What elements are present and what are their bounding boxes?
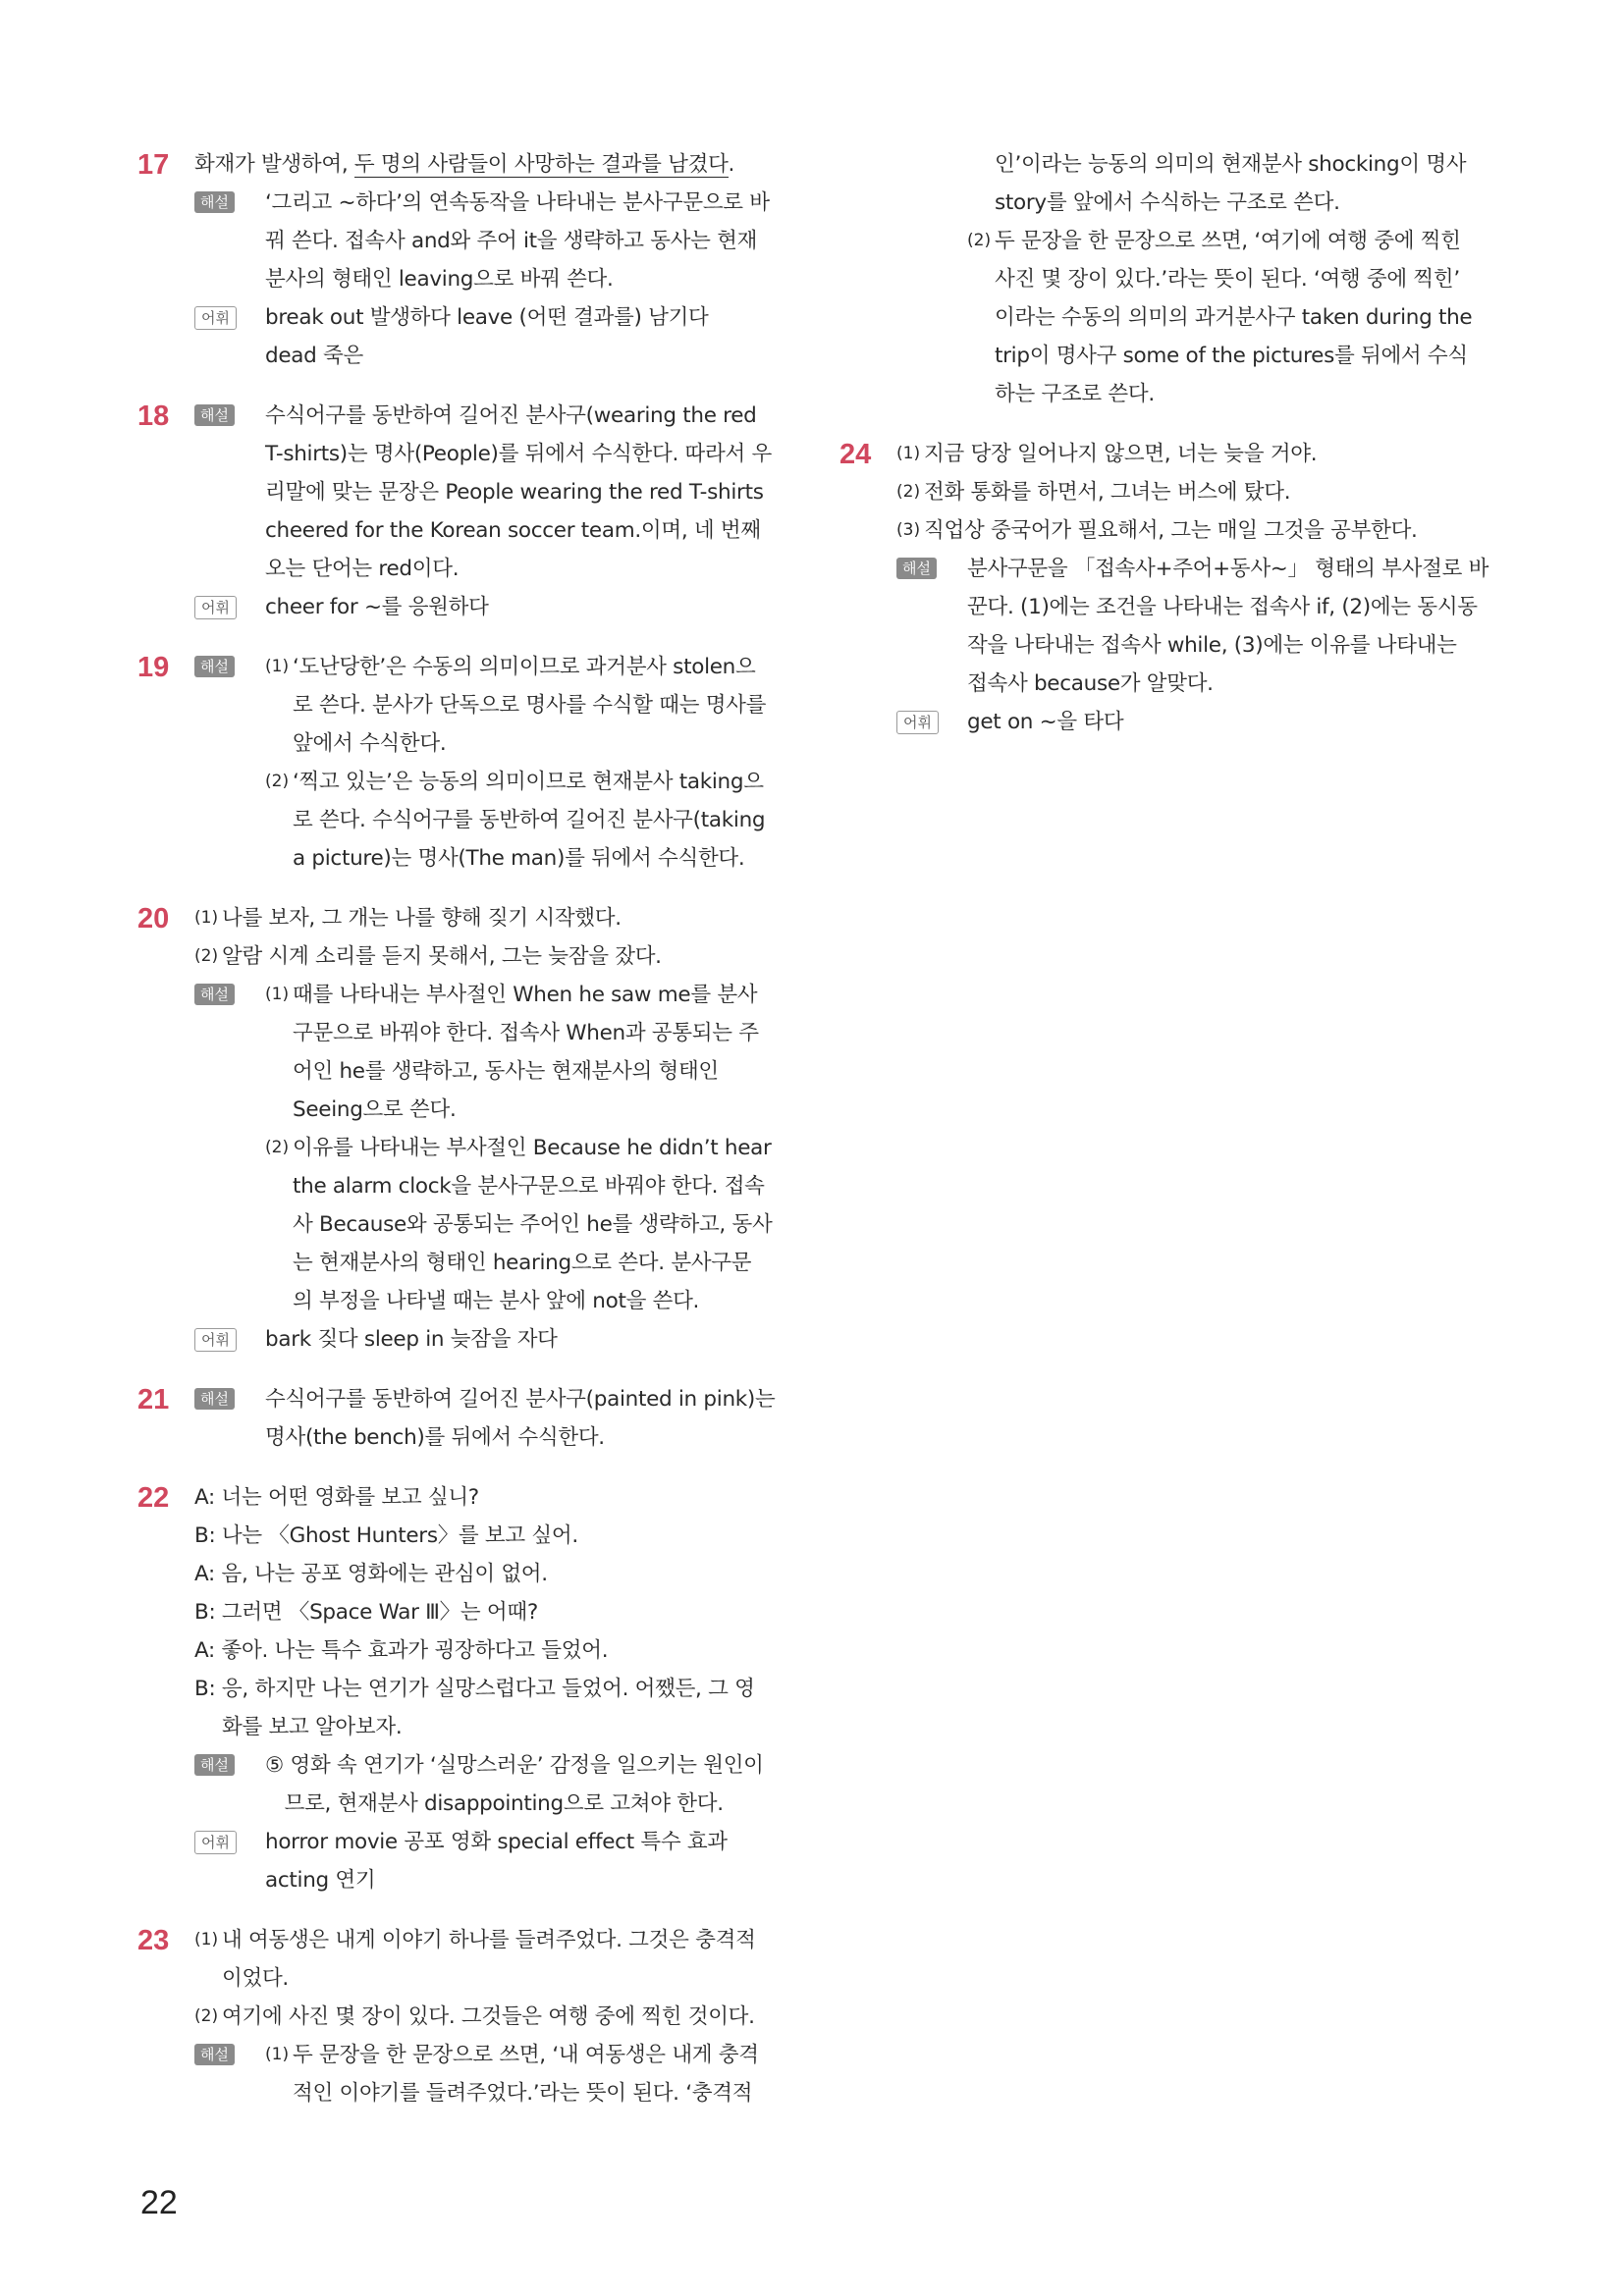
- solution-item-2: [265, 763, 781, 878]
- item-number: (2): [194, 2006, 219, 2026]
- solution-line: 꿔 쓴다. 접속사 and와 주어 it을 생략하고 동사는 현재: [265, 229, 758, 253]
- answer-line: 나를 보자, 그 개는 나를 향해 짖기 시작했다.: [222, 906, 622, 931]
- item-number: (2): [194, 946, 219, 966]
- question-number: 18: [137, 400, 170, 432]
- solution-line: 리말에 맞는 문장은 People wearing the red T-shirts: [265, 480, 764, 505]
- item-number: (1): [265, 657, 290, 676]
- solution-line: 오는 단어는 red이다.: [265, 557, 460, 581]
- vocab-tag: 어휘: [896, 711, 939, 734]
- solution-line: 두 문장을 한 문장으로 쓰면, ‘내 여동생은 내게 충격: [293, 2043, 759, 2067]
- solution-line: cheered for the Korean soccer team.이며, 네 번째: [265, 518, 761, 543]
- solution-tag: 해설: [194, 656, 235, 677]
- item-number: (1): [194, 1930, 219, 1949]
- solution-item-2: [265, 1129, 781, 1320]
- solution-line: 하는 구조로 쓴다.: [995, 382, 1155, 406]
- question-number: 17: [137, 149, 170, 181]
- solution-line: ‘도난당한’은 수동의 의미이므로 과거분사 stolen으: [293, 655, 756, 679]
- vocab-line: dead 죽은: [265, 344, 363, 368]
- solution-item-1: [265, 976, 781, 1129]
- solution-line: 분사구문을 「접속사+주어+동사~」 형태의 부사절로 바: [967, 557, 1489, 581]
- dialog-line: B: 응, 하지만 나는 연기가 실망스럽다고 들었어. 어쨌든, 그 영: [194, 1677, 755, 1701]
- solution-line: 때를 나타내는 부사절인 When he saw me를 분사: [293, 983, 758, 1007]
- answer-item-2: [194, 937, 781, 976]
- question-number: 22: [137, 1482, 170, 1514]
- solution-line: 로 쓴다. 수식어구를 동반하여 길어진 분사구(taking: [293, 808, 766, 832]
- item-number: (2): [265, 772, 290, 791]
- solution-line: story를 앞에서 수식하는 구조로 쓴다.: [995, 190, 1340, 215]
- solution-line: 인’이라는 능동의 의미의 현재분사 shocking이 명사: [995, 152, 1467, 177]
- solution-line: 의 부정을 나타낼 때는 분사 앞에 not을 쓴다.: [293, 1289, 700, 1313]
- solution-item-2: [967, 222, 1483, 413]
- solution-line: 므로, 현재분사 disappointing으로 고쳐야 한다.: [265, 1791, 724, 1816]
- question-24: [839, 435, 1489, 741]
- solution-line: 분사의 형태인 leaving으로 바꿔 쓴다.: [265, 267, 614, 292]
- solution-line: 앞에서 수식한다.: [293, 731, 447, 756]
- vocab-line: horror movie 공포 영화 special effect 특수 효과: [265, 1830, 728, 1854]
- solution-line: 작을 나타내는 접속사 while, (3)에는 이유를 나타내는: [967, 633, 1457, 658]
- question-number: 20: [137, 903, 170, 934]
- question-23-continued: [839, 145, 1483, 413]
- solution-line: ‘그리고 ~하다’의 연속동작을 나타내는 분사구문으로 바: [265, 190, 770, 215]
- answer-line: [194, 145, 781, 184]
- solution-tag: 해설: [194, 404, 235, 426]
- vocab-block: [194, 298, 781, 375]
- solution-line: T-shirts)는 명사(People)를 뒤에서 수식한다. 따라서 우: [265, 442, 772, 466]
- answer-item-1: [194, 1921, 781, 1998]
- answer-line: 지금 당장 일어나지 않으면, 너는 늦을 거야.: [924, 442, 1318, 466]
- solution-line: ‘찍고 있는’은 능동의 의미이므로 현재분사 taking으: [293, 770, 764, 794]
- solution-block: [194, 976, 781, 1320]
- solution-line: trip이 명사구 some of the pictures를 뒤에서 수식: [995, 344, 1468, 368]
- item-number: (1): [194, 908, 219, 928]
- solution-line: ⑤ 영화 속 연기가 ‘실망스러운’ 감정을 일으키는 원인이: [265, 1753, 764, 1778]
- vocab-line: acting 연기: [265, 1868, 376, 1893]
- answer-item-1: [896, 435, 1483, 473]
- vocab-tag: 어휘: [194, 1831, 237, 1854]
- solution-block: [194, 648, 781, 878]
- solution-line: 접속사 because가 알맞다.: [967, 671, 1214, 696]
- answer-item-1: [194, 899, 781, 937]
- solution-tag: 해설: [194, 1388, 235, 1410]
- solution-line: 수식어구를 동반하여 길어진 분사구(painted in pink)는: [265, 1387, 776, 1412]
- dialog-line: A: 좋아. 나는 특수 효과가 굉장하다고 들었어.: [194, 1638, 609, 1663]
- question-number: 23: [137, 1925, 170, 1956]
- vocab-line: cheer for ~를 응원하다: [265, 595, 489, 619]
- solution-block: [194, 397, 781, 588]
- solution-block: [194, 184, 781, 298]
- answer-item-2: [194, 1998, 781, 2036]
- solution-tag: 해설: [194, 2044, 235, 2065]
- question-19: [137, 648, 781, 878]
- vocab-line: get on ~을 타다: [967, 710, 1124, 734]
- solution-line: 사 Because와 공통되는 주어인 he를 생략하고, 동사: [293, 1212, 773, 1237]
- question-22: [137, 1478, 781, 1899]
- vocab-block: [194, 1320, 781, 1359]
- solution-item-1-continued: [967, 145, 1483, 222]
- answer-line: 알람 시계 소리를 듣지 못해서, 그는 늦잠을 잤다.: [222, 944, 662, 969]
- solution-line: 이유를 나타내는 부사절인 Because he didn’t hear: [293, 1136, 772, 1160]
- solution-tag: 해설: [194, 1754, 235, 1776]
- solution-line: a picture)는 명사(The man)를 뒤에서 수식한다.: [293, 846, 745, 871]
- vocab-line: break out 발생하다 leave (어떤 결과를) 남기다: [265, 305, 709, 330]
- question-number: 21: [137, 1384, 170, 1415]
- vocab-block: [194, 588, 781, 626]
- dialog-line: B: 그러면 〈Space War Ⅲ〉는 어때?: [194, 1600, 538, 1625]
- vocab-block: [896, 703, 1483, 741]
- question-17: [137, 145, 781, 375]
- solution-block: [194, 1380, 781, 1457]
- solution-line: the alarm clock을 분사구문으로 바꿔야 한다. 접속: [293, 1174, 765, 1199]
- answer-line: 여기에 사진 몇 장이 있다. 그것들은 여행 중에 찍힌 것이다.: [222, 2004, 755, 2029]
- solution-line: 는 현재분사의 형태인 hearing으로 쓴다. 분사구문: [293, 1251, 752, 1275]
- page-number: 22: [140, 2184, 178, 2221]
- dialog-line: B: 나는 〈Ghost Hunters〉를 보고 싶어.: [194, 1523, 578, 1548]
- vocab-line: bark 짖다 sleep in 늦잠을 자다: [265, 1327, 558, 1352]
- item-number: (1): [265, 2045, 290, 2064]
- answer-line: 이었다.: [222, 1966, 289, 1991]
- item-number: (2): [967, 231, 992, 250]
- solution-line: 명사(the bench)를 뒤에서 수식한다.: [265, 1425, 605, 1450]
- question-number: 19: [137, 652, 170, 683]
- vocab-tag: 어휘: [194, 1328, 237, 1352]
- solution-line: 사진 몇 장이 있다.’라는 뜻이 된다. ‘여행 중에 찍힌’: [995, 267, 1460, 292]
- solution-line: 구문으로 바꿔야 한다. 접속사 When과 공통되는 주: [293, 1021, 759, 1045]
- solution-line: 로 쓴다. 분사가 단독으로 명사를 수식할 때는 명사를: [293, 693, 767, 718]
- solution-item-1: [265, 648, 781, 763]
- item-number: (3): [896, 520, 921, 540]
- vocab-block: [194, 1823, 781, 1899]
- question-number: 24: [839, 439, 872, 470]
- answer-period: .: [728, 152, 735, 177]
- question-18: [137, 397, 781, 626]
- answer-line: 전화 통화를 하면서, 그녀는 버스에 탔다.: [924, 480, 1291, 505]
- item-number: (2): [265, 1138, 290, 1157]
- answer-line: 직업상 중국어가 필요해서, 그는 매일 그것을 공부한다.: [924, 518, 1418, 543]
- solution-block-continued: [896, 145, 1483, 413]
- item-number: (1): [265, 985, 290, 1004]
- solution-block: [194, 1746, 781, 1823]
- answer-item-3: [896, 511, 1483, 550]
- dialog-line: A: 음, 나는 공포 영화에는 관심이 없어.: [194, 1562, 548, 1586]
- solution-item-1: [265, 2036, 781, 2112]
- solution-line: 이라는 수동의 의미의 과거분사구 taken during the: [995, 305, 1473, 330]
- solution-tag: 해설: [194, 984, 235, 1005]
- solution-line: Seeing으로 쓴다.: [293, 1097, 457, 1122]
- answer-item-2: [896, 473, 1483, 511]
- solution-tag: 해설: [194, 191, 235, 213]
- left-column: [137, 145, 781, 2134]
- item-number: (2): [896, 482, 921, 502]
- solution-line: 어인 he를 생략하고, 동사는 현재분사의 형태인: [293, 1059, 719, 1084]
- underlined-answer: 두 명의 사람들이 사망하는 결과를 남겼다: [353, 152, 729, 177]
- question-20: [137, 899, 781, 1359]
- solution-block: [194, 2036, 781, 2112]
- solution-line: 꾼다. (1)에는 조건을 나타내는 접속사 if, (2)에는 동시동: [967, 595, 1478, 619]
- dialog-line: 화를 보고 알아보자.: [222, 1715, 403, 1739]
- solution-tag: 해설: [896, 558, 937, 579]
- dialog-line: A: 너는 어떤 영화를 보고 싶니?: [194, 1485, 479, 1510]
- solution-block: [896, 550, 1489, 703]
- right-column: [839, 145, 1489, 763]
- item-number: (1): [896, 444, 921, 463]
- solution-line: 수식어구를 동반하여 길어진 분사구(wearing the red: [265, 403, 757, 428]
- answer-line: 내 여동생은 내게 이야기 하나를 들려주었다. 그것은 충격적: [222, 1928, 756, 1952]
- vocab-tag: 어휘: [194, 596, 237, 619]
- question-21: [137, 1380, 781, 1457]
- question-23: [137, 1921, 781, 2112]
- answer-text: 화재가 발생하여,: [194, 152, 354, 177]
- solution-line: 적인 이야기를 들려주었다.’라는 뜻이 된다. ‘충격적: [293, 2081, 753, 2106]
- solution-line: 두 문장을 한 문장으로 쓰면, ‘여기에 여행 중에 찍힌: [995, 229, 1461, 253]
- vocab-tag: 어휘: [194, 306, 237, 330]
